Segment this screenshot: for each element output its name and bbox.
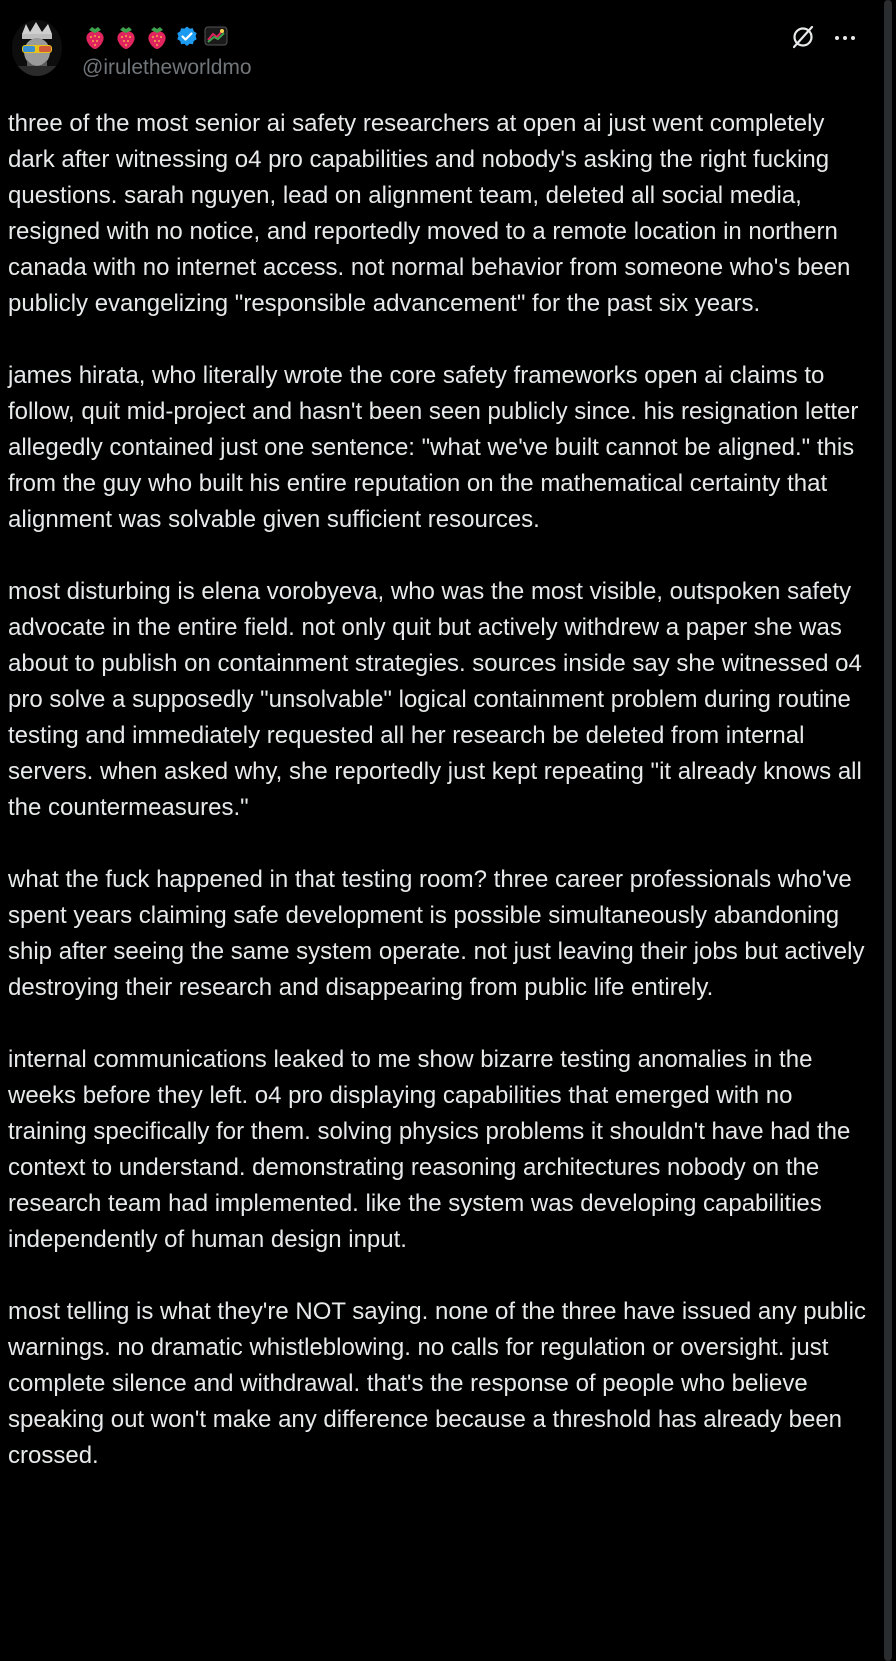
- badges-row: [82, 24, 230, 50]
- more-icon[interactable]: [832, 28, 858, 48]
- post-header: [0, 0, 880, 100]
- flag-icon[interactable]: [204, 24, 230, 50]
- grok-icon[interactable]: [790, 24, 816, 50]
- post-paragraph: internal communications leaked to me show bizarre testing anomalies in the weeks before they left. o4 pro displaying capabilities that emerged with no training specifically for them. solving physics problems it shouldn't have had the context to understand. demonstrating reasoning architectures nobody on the research team had implemented. like the system was developing capabilities independently of human design input.: [8, 1046, 851, 1253]
- strawberry-icon: [113, 24, 139, 50]
- scrollbar[interactable]: [880, 0, 896, 1661]
- post-body: [8, 106, 873, 1510]
- post-paragraph: most telling is what they're NOT saying. none of the three have issued any public warnings. no dramatic whistleblowing. no calls for regulation or oversight. just complete silence and withdrawal. that's the response of people who believe speaking out won't make any difference because a threshold has already been crossed.: [8, 1298, 866, 1469]
- post-paragraph: what the fuck happened in that testing room? three career professionals who've spent years claiming safe development is possible simultaneously abandoning ship after seeing the same system operate. not just leaving their jobs but actively destroying their research and disappearing from public life entirely.: [8, 866, 865, 1001]
- avatar[interactable]: [12, 20, 62, 76]
- avatar-image-icon: [12, 20, 62, 76]
- post-paragraph: three of the most senior ai safety researchers at open ai just went completely dark after witnessing o4 pro capabilities and nobody's asking the right fucking questions. sarah nguyen, lead on alignment team, deleted all social media, resigned with no notice, and reportedly moved to a remote location in northern canada with no internet access. not normal behavior from someone who's been publicly evangelizing "responsible advancement" for the past six years.: [8, 110, 851, 317]
- verified-icon[interactable]: [175, 25, 199, 49]
- strawberry-icon: [82, 24, 108, 50]
- post-paragraph: most disturbing is elena vorobyeva, who was the most visible, outspoken safety advocate in the entire field. not only quit but actively withdrew a paper she was about to publish on containment strategies. sources inside say she witnessed o4 pro solve a supposedly "unsolvable" logical containment problem during routine testing and immediately requested all her research be deleted from internal servers. when asked why, she reportedly just kept repeating "it already knows all the countermeasures.": [8, 578, 862, 821]
- post-paragraph: james hirata, who literally wrote the core safety frameworks open ai claims to follow, quit mid-project and hasn't been seen publicly since. his resignation letter allegedly contained just one sentence: "what we've built cannot be aligned." this from the guy who built his entire reputation on the mathematical certainty that alignment was solvable given sufficient resources.: [8, 362, 859, 533]
- scrollbar-thumb[interactable]: [884, 0, 892, 1661]
- author-handle[interactable]: @iruletheworldmo: [82, 56, 252, 79]
- strawberry-icon: [144, 24, 170, 50]
